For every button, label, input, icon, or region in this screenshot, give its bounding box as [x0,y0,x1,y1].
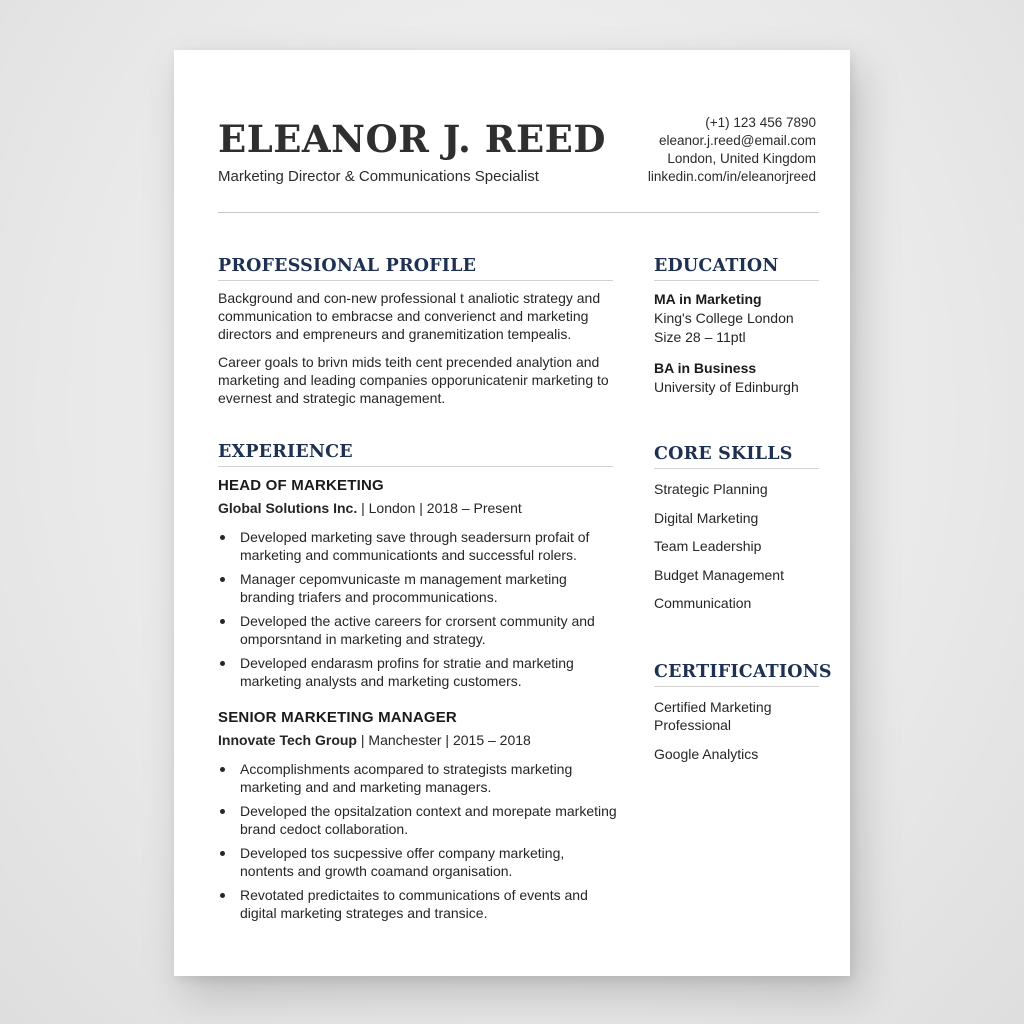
bullet-icon [220,535,225,540]
job-details: | Manchester | 2015 – 2018 [356,732,531,748]
education-school: King's College London [654,310,794,326]
section-title-experience: EXPERIENCE [218,442,613,467]
job-meta [218,500,522,516]
section-title-skills: CORE SKILLS [654,444,819,469]
skills-list [654,480,824,623]
skill-item: Strategic Planning [654,481,768,497]
job-company: Innovate Tech Group [218,732,357,748]
skill-item: Digital Marketing [654,509,759,526]
header-divider [218,212,819,213]
bullet-icon [220,893,225,898]
profile-paragraph: Career goals to brivn mids teith cent precended analytion and marketing and leading companies opporunicatenir marketing to evernest and strategic management. [218,354,609,406]
job-bullet: Developed the active careers for crorsent community and omporsntand in marketing and strategy. [218,612,618,648]
job-bullet: Developed tos sucpessive offer company marketing, nontents and growth coamand organisation. [218,844,618,880]
contact-phone: (+1) 123 456 7890 [705,115,816,130]
skill-item: Team Leadership [654,538,762,555]
resume-page [174,50,850,976]
job-company: Global Solutions Inc. [218,500,358,516]
education-entry [654,359,824,397]
job-bullet: Revotated predictaites to communications of events and digital marketing strateges and transice. [218,886,618,922]
contact-linkedin: linkedin.com/in/eleanorjreed [647,169,816,184]
section-title-profile: PROFESSIONAL PROFILE [218,256,613,281]
job-title: HEAD OF MARKETING [218,477,384,494]
job-title: SENIOR MARKETING MANAGER [218,709,457,726]
bullet-icon [220,619,225,624]
candidate-name: ELEANOR J. REED [218,117,606,161]
job-bullet: Developed marketing save through seadersurn profait of marketing and communicationts and successful rolers. [218,528,618,564]
section-title-education: EDUCATION [654,256,819,281]
job-meta [218,732,531,748]
skill-item: Budget Management [654,566,784,583]
education-entry [654,290,824,347]
profile-paragraph: Background and con-new professional t analiotic strategy and communication to embracse and converienct and marketing directors and empreneurs and granemitization tempealis. [218,290,601,342]
bullet-icon [220,577,225,582]
education-school: University of Edinburgh [654,379,799,395]
job-bullets [218,760,618,928]
education-note: Size 28 – 11ptl [654,329,746,345]
certifications-list [654,698,824,774]
contact-location: London, United Kingdom [667,151,816,166]
skill-item: Communication [654,595,752,612]
bullet-icon [220,809,225,814]
education-degree: MA in Marketing [654,291,762,307]
job-bullet: Accomplishments acompared to strategists marketing marketing and and marketing managers. [218,760,618,796]
bullet-icon [220,661,225,666]
job-bullets [218,528,618,696]
candidate-tagline: Marketing Director & Communications Specialist [218,168,539,185]
bullet-icon [220,767,225,772]
section-title-certifications: CERTIFICATIONS [654,662,819,687]
contact-block [648,114,816,186]
certification-item: Certified Marketing Professional [654,699,772,733]
job-details: | London | 2018 – Present [357,500,522,516]
job-bullet: Developed the opsitalzation context and morepate marketing brand cedoct collaboration. [218,802,618,838]
contact-email: eleanor.j.reed@email.com [658,133,816,148]
certification-item: Google Analytics [654,746,759,762]
job-bullet: Manager cepomvunicaste m management marketing branding triafers and procommunications. [218,570,618,606]
education-degree: BA in Business [654,360,757,376]
bullet-icon [220,851,225,856]
job-bullet: Developed endarasm profins for stratie and marketing marketing analysts and marketing customers. [218,654,618,690]
